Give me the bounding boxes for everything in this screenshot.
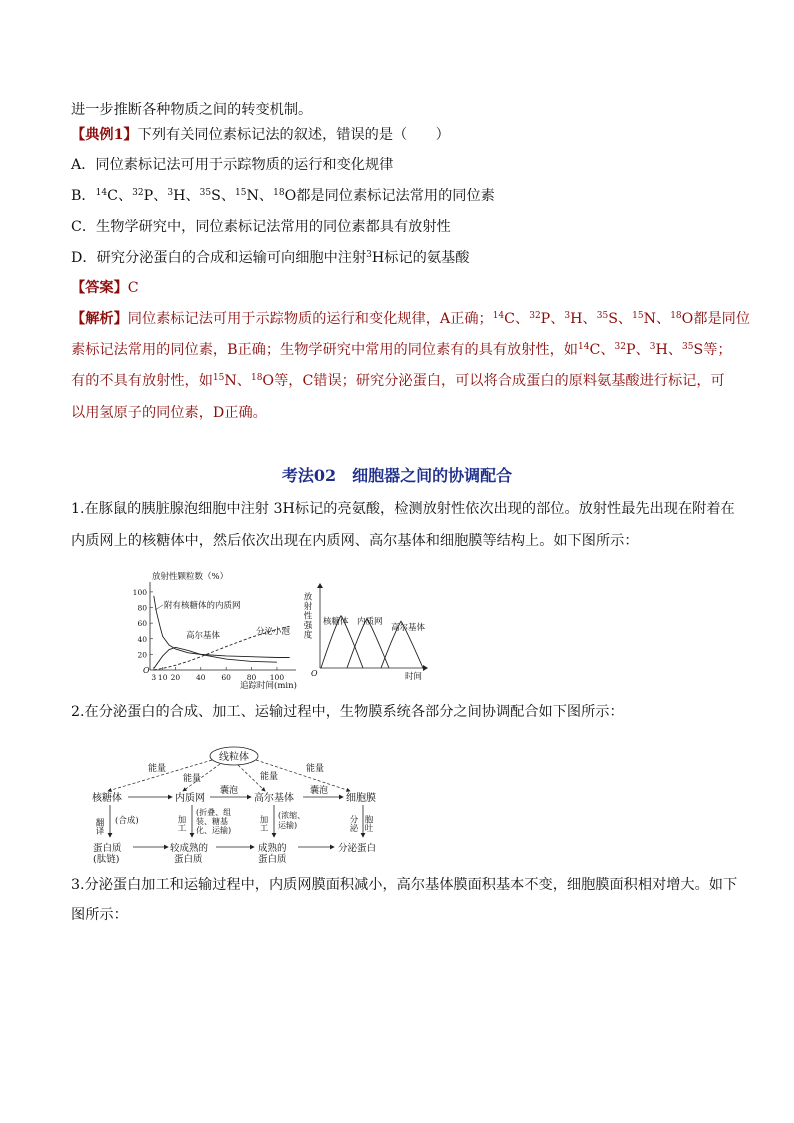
y-arrow	[317, 583, 323, 588]
energy-label-2: 能量	[183, 774, 202, 784]
radioactive-particle-chart	[128, 568, 318, 693]
protein-3a: 成熟的	[258, 843, 287, 854]
energy-label-3: 能量	[260, 772, 279, 782]
analysis-line-4: 以用氢原子的同位素，D正确。	[71, 405, 267, 421]
secretory-protein-flow-diagram	[88, 743, 408, 868]
protein-3b: 蛋白质	[258, 854, 287, 865]
vesicle-label-2: 囊泡	[310, 786, 329, 796]
peak-label-2: 内质网	[357, 617, 383, 627]
peak-label-3: 高尔基体	[391, 623, 426, 633]
origin-label: O	[143, 666, 150, 675]
x-arrow	[423, 665, 428, 671]
er-note-3: 化、运输)	[196, 826, 232, 835]
option-b-rest: 都是同位素标记法常用的同位素	[296, 188, 495, 204]
protein-2b: 蛋白质	[174, 854, 203, 865]
x-axis-label: 时间	[405, 672, 423, 682]
example-question	[71, 126, 450, 144]
y-axis-label: 放射性强度	[302, 592, 312, 640]
series-label-2: 高尔基体	[186, 631, 221, 641]
section-title: 考法02 细胞器之间的协调配合	[281, 466, 513, 485]
para1-line-2: 内质网上的核糖体中，然后依次出现在内质网、高尔基体和细胞膜等结构上。如下图所示：	[71, 533, 639, 549]
y-tick-label: 80	[137, 603, 147, 613]
synth-label: (合成)	[115, 816, 139, 826]
secreted-protein: 分泌蛋白	[338, 843, 377, 854]
er-note-1: (折叠、组	[196, 808, 232, 817]
intro-line: 进一步推断各种物质之间的转变机制。	[71, 102, 313, 118]
x-tick-label: 60	[221, 673, 231, 682]
membrane-node: 细胞膜	[346, 793, 376, 804]
series-label-3: 分泌小泡	[256, 627, 291, 637]
para3-line-1: 3.分泌蛋白加工和运输过程中，内质网膜面积减小，高尔基体膜面积基本不变，细胞膜面积相对增大。如下	[71, 877, 738, 893]
y-tick-label: 100	[132, 587, 147, 597]
translate-label: 翻译	[94, 818, 104, 835]
answer-label: 【答案】	[71, 280, 128, 296]
exo-label: 胞吐	[363, 815, 373, 832]
energy-label-1: 能量	[148, 764, 167, 774]
option-c: C．生物学研究中，同位素标记法常用的同位素都具有放射性	[71, 219, 451, 235]
analysis-label: 【解析】	[71, 311, 128, 327]
option-b-prefix: B．	[71, 188, 96, 204]
analysis-line-1: 【解析】同位素标记法可用于示踪物质的运行和变化规律，A正确；$^{14}$C、$^{32}$P、$^3$H、$^{35}$S、$^{15}$N、$^{18}$O都是同位	[71, 311, 751, 327]
analysis-line-3: 有的不具有放射性，如$^{15}$N、$^{18}$O等，C错误；研究分泌蛋白，可以将合成蛋白的原料氨基酸进行标记，可	[71, 373, 725, 389]
x-tick-label: 40	[196, 673, 206, 682]
x-tick-label: 80	[246, 673, 257, 682]
option-d: D．研究分泌蛋白的合成和运输可向细胞中注射$^3$H标记的氨基酸	[71, 250, 470, 266]
y-tick-label: 40	[137, 634, 147, 644]
protein-1: 蛋白质	[93, 843, 122, 854]
option-a: A．同位素标记法可用于示踪物质的运行和变化规律	[71, 157, 394, 173]
mitochondria-label: 线粒体	[219, 752, 249, 763]
y-tick-label: 60	[137, 619, 147, 629]
series-label-1: 附有核糖体的内质网	[164, 601, 241, 611]
x-tick-label: 3	[151, 673, 157, 682]
origin-label: O	[311, 669, 318, 678]
radioactivity-intensity-chart	[302, 580, 435, 685]
peptide-label: (肽链)	[93, 854, 120, 865]
er-leader	[155, 605, 163, 610]
question-text: 下列有关同位素标记法的叙述，错误的是（ ）	[137, 127, 450, 143]
para3-line-2: 图所示：	[71, 907, 128, 923]
x-axis-label: 追踪时间(min)	[240, 681, 297, 691]
option-b: B．$^{14}$C、$^{32}$P、$^3$H、$^{35}$S、$^{15}$N、$^{18}$O都是同位素标记法常用的同位素	[71, 188, 495, 204]
answer-line	[71, 279, 139, 297]
series-line-2	[154, 647, 277, 668]
y-tick-label: 20	[137, 650, 147, 660]
answer-value: C	[127, 280, 139, 296]
er-process-label: 加工	[176, 815, 186, 832]
analysis-line-2: 素标记法常用的同位素，B正确；生物学研究中常用的同位素有的具有放射性，如$^{14}$C、$^{32}$P、$^3$H、$^{35}$S等；	[71, 342, 732, 358]
secrete-label: 分泌	[348, 815, 358, 832]
energy-label-4: 能量	[306, 764, 325, 774]
peak-label-1: 核糖体	[323, 617, 349, 627]
y-axis-label: 放射性颗粒数（%）	[152, 572, 229, 582]
vesicle-label-1: 囊泡	[220, 786, 239, 796]
golgi-process-label: 加工	[258, 815, 268, 832]
er-node: 内质网	[175, 793, 205, 804]
x-tick-label: 100	[269, 673, 285, 682]
para2-line: 2.在分泌蛋白的合成、加工、运输过程中，生物膜系统各部分之间协调配合如下图所示：	[71, 704, 624, 720]
ribosome-node: 核糖体	[92, 793, 122, 804]
x-tick-label: 10	[157, 673, 168, 682]
example-tag: 【典例1】	[71, 127, 138, 143]
protein-2a: 较成熟的	[170, 843, 209, 854]
para1-line-1: 1.在豚鼠的胰脏腺泡细胞中注射 3H标记的亮氨酸，检测放射性依次出现的部位。放射性最先出现在附着在	[71, 501, 735, 517]
x-tick-label: 20	[170, 673, 181, 682]
er-note-2: 装、糖基	[196, 817, 228, 826]
golgi-note-1: (浓缩、	[278, 811, 306, 820]
golgi-node: 高尔基体	[254, 793, 294, 804]
golgi-note-2: 运输)	[278, 821, 298, 830]
